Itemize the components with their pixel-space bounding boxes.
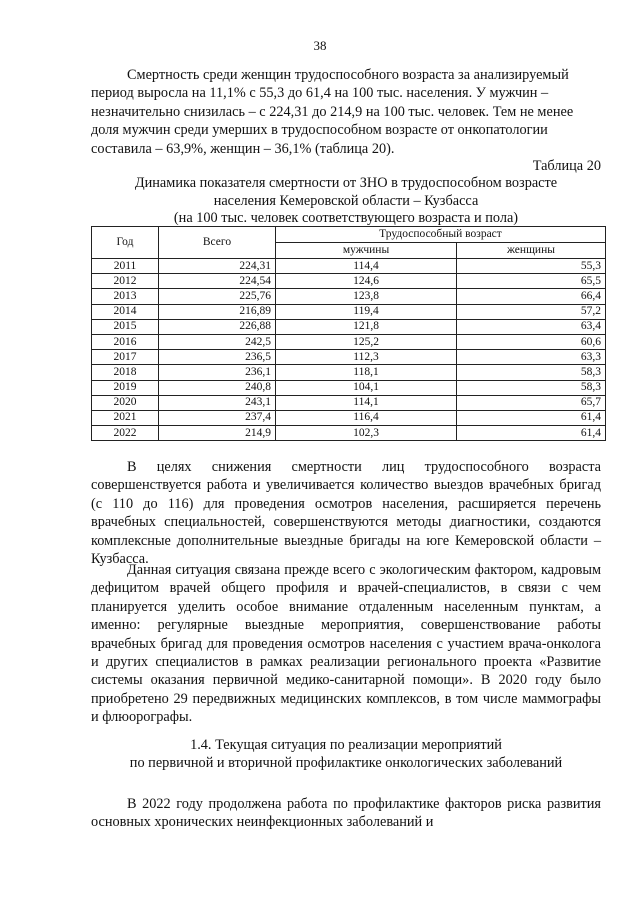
cell-women: 55,3	[457, 259, 606, 274]
cell-year: 2016	[92, 334, 159, 349]
cell-men: 112,3	[276, 350, 457, 365]
table-row	[92, 334, 606, 349]
page-number: 38	[313, 38, 327, 53]
cell-year: 2018	[92, 365, 159, 380]
cell-year: 2022	[92, 426, 159, 441]
cell-year: 2019	[92, 380, 159, 395]
intro-paragraph	[91, 66, 601, 158]
table-row	[92, 274, 606, 289]
cell-women: 58,3	[457, 365, 606, 380]
section-heading	[91, 736, 601, 773]
table-row	[92, 319, 606, 334]
cell-year: 2014	[92, 304, 159, 319]
header-men: мужчины	[276, 243, 457, 259]
paragraph-2-text: Данная ситуация связана прежде всего с экологическим фактором, кадровым дефицитом врачей общего профиля и врачей-специалистов, в связи с чем планируется уделить особое внимание отдаленным населенным пунктам, а именно: регулярные выездные мероприятия, совершенствование работы врачебных бригад для проведения осмотров населения с участием врача-онколога и других специалистов в рамках реализации регионального проекта «Развитие системы оказания первичной медико-санитарной помощи». В 2020 году было приобретено 29 передвижных медицинских комплексов, в том числе маммографы и флюорографы.	[91, 562, 601, 726]
cell-year: 2020	[92, 395, 159, 410]
intro-line: незначительно снизилась – с 224,31 до 214,9 на 100 тыс. человек. Тем не менее	[91, 103, 574, 120]
cell-year: 2021	[92, 410, 159, 425]
table-title	[91, 175, 601, 228]
cell-year: 2015	[92, 319, 159, 334]
section-heading-line: 1.4. Текущая ситуация по реализации мероприятий	[190, 737, 502, 753]
cell-women: 65,5	[457, 274, 606, 289]
paragraph-1	[91, 458, 601, 568]
intro-line: период выросла на 11,1% с 55,3 до 61,4 на 100 тыс. населения. У мужчин –	[91, 85, 549, 102]
cell-men: 102,3	[276, 426, 457, 441]
cell-men: 104,1	[276, 380, 457, 395]
cell-total: 226,88	[159, 319, 276, 334]
cell-men: 119,4	[276, 304, 457, 319]
table-row	[92, 304, 606, 319]
cell-women: 60,6	[457, 334, 606, 349]
header-total: Всего	[159, 227, 276, 259]
cell-women: 58,3	[457, 380, 606, 395]
table-title-line: Динамика показателя смертности от ЗНО в трудоспособном возрасте	[134, 175, 558, 191]
section-heading-line: по первичной и вторичной профилактике онкологических заболеваний	[129, 755, 563, 772]
cell-total: 216,89	[159, 304, 276, 319]
cell-year: 2011	[92, 259, 159, 274]
cell-men: 114,1	[276, 395, 457, 410]
cell-total: 225,76	[159, 289, 276, 304]
table-row	[92, 395, 606, 410]
table-title-line: населения Кемеровской области – Кузбасса	[213, 192, 479, 209]
table-row	[92, 380, 606, 395]
table-row	[92, 259, 606, 274]
cell-women: 57,2	[457, 304, 606, 319]
cell-year: 2017	[92, 350, 159, 365]
paragraph-2	[91, 561, 601, 727]
cell-men: 121,8	[276, 319, 457, 334]
cell-total: 214,9	[159, 426, 276, 441]
cell-men: 116,4	[276, 410, 457, 425]
intro-line: доля мужчин среди умерших в трудоспособном возрасте от онкопатологии	[91, 122, 548, 139]
cell-men: 124,6	[276, 274, 457, 289]
cell-men: 114,4	[276, 259, 457, 274]
cell-total: 236,5	[159, 350, 276, 365]
header-women: женщины	[457, 243, 606, 259]
mortality-table	[91, 226, 606, 441]
cell-total: 242,5	[159, 334, 276, 349]
cell-total: 224,54	[159, 274, 276, 289]
cell-men: 118,1	[276, 365, 457, 380]
cell-women: 63,4	[457, 319, 606, 334]
paragraph-3-text: В 2022 году продолжена работа по профилактике факторов риска развития основных хронических неинфекционных заболеваний и	[91, 796, 601, 831]
table-row	[92, 365, 606, 380]
cell-total: 237,4	[159, 410, 276, 425]
cell-women: 66,4	[457, 289, 606, 304]
cell-women: 61,4	[457, 410, 606, 425]
intro-line: Смертность среди женщин трудоспособного возраста за анализируемый	[127, 67, 569, 83]
cell-women: 63,3	[457, 350, 606, 365]
header-year: Год	[92, 227, 159, 259]
paragraph-3	[91, 795, 601, 832]
cell-men: 125,2	[276, 334, 457, 349]
table-label: Таблица 20	[532, 158, 601, 174]
table-row	[92, 426, 606, 441]
cell-year: 2012	[92, 274, 159, 289]
cell-total: 236,1	[159, 365, 276, 380]
cell-total: 224,31	[159, 259, 276, 274]
table-title-line: (на 100 тыс. человек соответствующего возраста и пола)	[173, 210, 519, 226]
table-row	[92, 350, 606, 365]
table-row	[92, 410, 606, 425]
intro-line: составила – 63,9%, женщин – 36,1% (таблица 20).	[91, 140, 395, 157]
table-row	[92, 289, 606, 304]
cell-women: 61,4	[457, 426, 606, 441]
cell-year: 2013	[92, 289, 159, 304]
paragraph-1-text: В целях снижения смертности лиц трудоспособного возраста совершенствуется работа и увеличивается количество выездов врачебных бригад (с 110 до 116) для проведения осмотров населения, расширяется перечень врачебных специальностей, совершенствуются методы диагностики, создаются комплексные дополнительные выездные бригады на юге Кемеровской области – Кузбасса.	[91, 459, 601, 568]
cell-women: 65,7	[457, 395, 606, 410]
cell-men: 123,8	[276, 289, 457, 304]
table-body	[92, 259, 606, 441]
cell-total: 243,1	[159, 395, 276, 410]
header-working-age: Трудоспособный возраст	[276, 227, 606, 243]
cell-total: 240,8	[159, 380, 276, 395]
